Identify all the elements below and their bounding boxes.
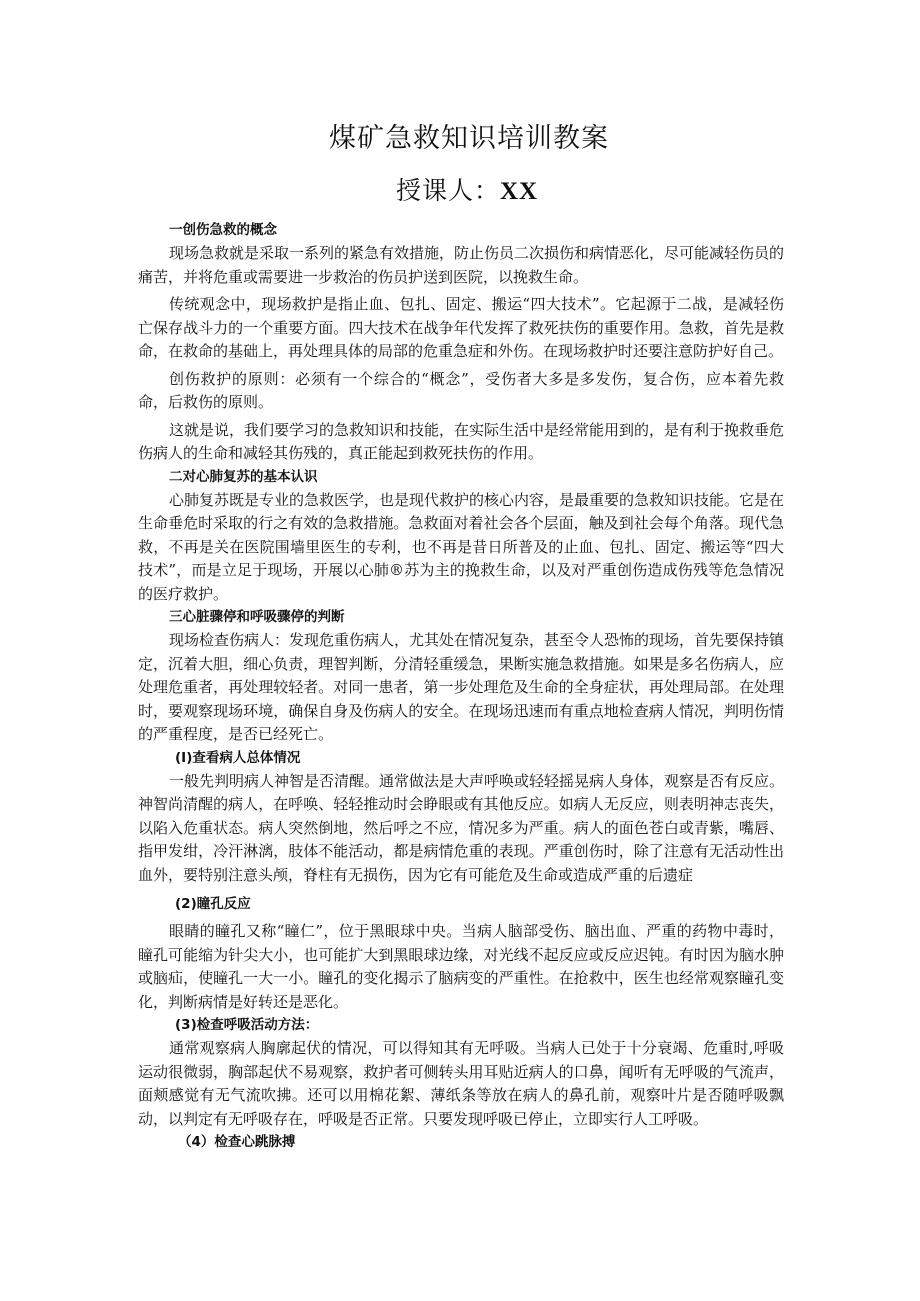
- subsection-3-heading: (3)检查呼吸活动方法：: [175, 1017, 319, 1033]
- section-1-paragraph-4: 这就是说，我们要学习的急救知识和技能，在实际生活中是经常能用到的，是有利于挽救垂危伤病人的生命和减轻其伤残的，真正能起到救死扶伤的作用。: [138, 420, 785, 462]
- section-3-paragraph-1: 现场检查伤病人：发现危重伤病人，尤其处在情况复杂，甚至令人恐怖的现场，首先要保持镇定，沉着大胆，细心负责，理智判断，分清轻重缓急，果断实施急救措施。如果是多名伤病人，应处理危重者，再处理较轻者。对同一患者，第一步处理危及生命的全身症状，再处理局部。在处理时，要观察现场环境，确保自身及伤病人的安全。在现场迅速而有重点地检查病人情况，判明伤情的严重程度，是否已经死亡。: [138, 631, 785, 743]
- lecturer-line: [138, 166, 784, 217]
- section-1-heading: 一创伤急救的概念: [169, 222, 277, 238]
- subsection-2-paragraph: 眼睛的瞳孔又称“瞳仁”，位于黑眼球中央。当病人脑部受伤、脑出血、严重的药物中毒时，瞳孔可能缩为针尖大小，也可能扩大到黑眼球边缘，对光线不起反应或反应迟钝。有时因为脑水肿或脑疝，使瞳孔一大一小。瞳孔的变化揭示了脑病变的严重性。在抢救中，医生也经常观察瞳孔变化，判断病情是好转还是恶化。: [138, 922, 784, 1011]
- document-title: 煤矿急救知识培训教案: [329, 123, 609, 154]
- section-1-paragraph-2: 传统观念中，现场救护是指止血、包扎、固定、搬运“四大技术”。它起源于二战，是减轻伤亡保存战斗力的一个重要方面。四大技术在战争年代发挥了救死扶伤的重要作用。急救，首先是救命，在救命的基础上，再处理具体的局部的危重急症和外伤。在现场救护时还要注意防护好自己。: [138, 295, 784, 360]
- section-1-paragraph-3: 创伤救护的原则：必须有一个综合的“概念”，受伤者大多是多发伤，复合伤，应本着先救命，后救伤的原则。: [138, 369, 784, 411]
- subsection-1-paragraph: 一般先判明病人神智是否清醒。通常做法是大声呼唤或轻轻摇晃病人身体，观察是否有反应。神智尚清醒的病人，在呼唤、轻轻推动时会睁眼或有其他反应。如病人无反应，则表明神志丧失，以陷入危重状态。病人突然倒地，然后呼之不应，情况多为严重。病人的面色苍白或青紫，嘴唇、指甲发绀，冷汗淋漓，肢体不能活动，都是病情危重的表现。严重创伤时，除了注意有无活动性出血外，要特别注意头颅，脊柱有无损伤，因为它有可能危及生命或造成严重的后遗症: [138, 771, 785, 884]
- lecturer-label: 授课人：: [395, 176, 500, 205]
- section-1-paragraph-1: 现场急救就是采取一系列的紧急有效措施，防止伤员二次损伤和病情恶化，尽可能减轻伤员的痛苦，并将危重或需要进一步救治的伤员护送到医院，以挽救生命。: [138, 244, 785, 286]
- subsection-3-paragraph: 通常观察病人胸廓起伏的情况，可以得知其有无呼吸。当病人已处于十分衰竭、危重时,呼吸运动很微弱，胸部起伏不易观察，救护者可侧转头用耳贴近病人的口鼻，闻听有无呼吸的气流声，面颊感觉有无气流吹拂。还可以用棉花絮、薄纸条等放在病人的鼻孔前，观察叶片是否随呼吸飘动，以判定有无呼吸存在，呼吸是否正常。只要发现呼吸已停止，立即实行人工呼吸。: [138, 1039, 784, 1128]
- section-3-heading: 三心脏骤停和呼吸骤停的判断: [169, 609, 345, 625]
- lecturer-name: XX: [499, 178, 539, 205]
- document-page: [138, 112, 784, 1154]
- section-2-paragraph-1: 心肺复苏既是专业的急救医学，也是现代救护的核心内容，是最重要的急救知识技能。它是在生命垂危时采取的行之有效的急救措施。急救面对着社会各个层面，触及到社会每个角落。现代急救，不再是关在医院围墙里医生的专利，也不再是昔日所普及的止血、包扎、固定、搬运等“四大技术”，而是立足于现场，开展以心肺®苏为主的挽救生命，以及对严重创伤造成伤残等危急情况的医疗救护。: [138, 490, 785, 603]
- section-2-heading: 二对心肺复苏的基本认识: [169, 468, 318, 485]
- subsection-2-heading: (2)瞳孔反应: [175, 896, 251, 912]
- subsection-4-heading: （4）检查心跳脉搏: [178, 1134, 296, 1150]
- subsection-1-heading: (I)查看病人总体情况: [175, 749, 301, 766]
